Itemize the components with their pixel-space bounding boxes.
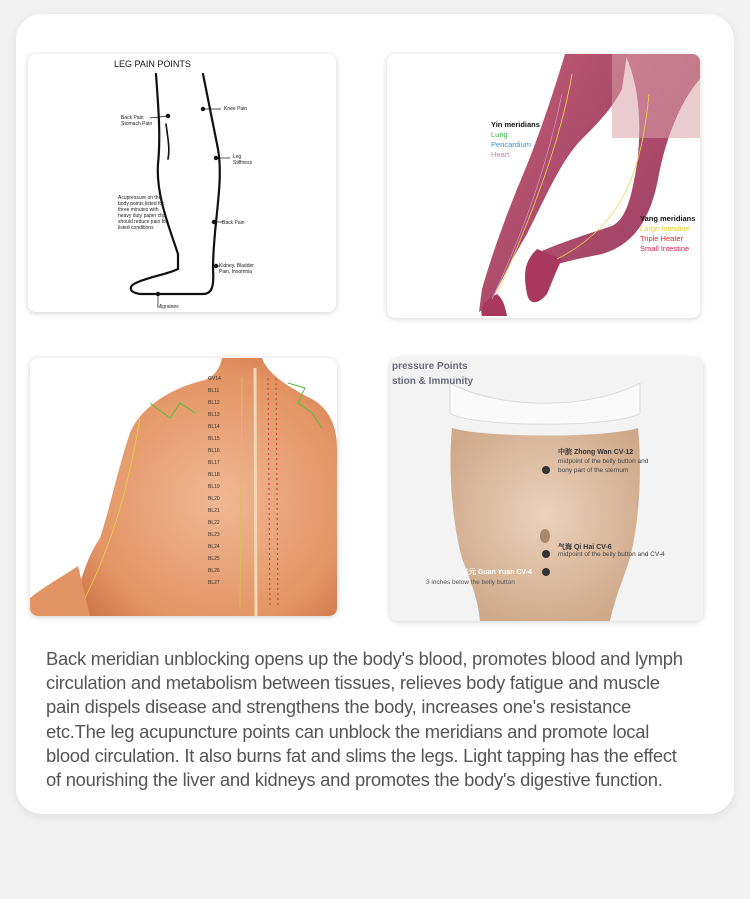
back-point-label: BL27	[208, 580, 220, 586]
label-acupressure-note: Acupressure on the body points listed for three minutes with heavy duty paper clip should reduce pain for listed conditions	[118, 195, 168, 231]
back-point-label: BL23	[208, 532, 220, 538]
description-text: Back meridian unblocking opens up the body's blood, promotes blood and lymph circulation and metabolism between tissues, relieves body fatigue and muscle pain dispels disease and strengthens the body, increases one's resistance etc.The leg acupuncture points can unblock the meridians and promote local blood circulation. It also burns fat and slims the legs. Light tapping has the effect of nourishing the liver and kidneys and promotes the body's digestive function.	[46, 648, 683, 791]
point-guan-yuan-desc: 3 inches below the belly button	[426, 579, 515, 586]
leg-diagram	[28, 54, 336, 312]
back-point-label: BL12	[208, 400, 220, 406]
point-zhong-wan-name: 中脘 Zhong Wan CV-12	[558, 449, 634, 456]
back-point-label: BL11	[208, 388, 220, 394]
back-point-label: BL14	[208, 424, 220, 430]
belly-acupressure-panel	[390, 358, 703, 621]
point-zhong-wan-desc2: bony part of the sternum	[558, 467, 629, 474]
leg-pain-points-panel	[28, 54, 336, 312]
back-point-label: BL19	[208, 484, 220, 490]
back-point-label: BL22	[208, 520, 220, 526]
label-back-stomach-pain: Back Pain Stomach Pain	[121, 115, 153, 127]
back-point-label: BL26	[208, 568, 220, 574]
back-illustration	[30, 358, 337, 616]
yang-large-intestine-label: Large Intestine	[640, 224, 690, 233]
back-meridians-panel	[30, 358, 337, 616]
back-point-label: BL15	[208, 436, 220, 442]
yang-small-intestine-label: Small Intestine	[640, 244, 690, 253]
yang-meridians-title: Yang meridians	[640, 214, 696, 223]
point-qi-hai-name: 气海 Qi Hai CV-6	[558, 544, 612, 551]
label-knee-pain: Knee Pain	[224, 106, 248, 112]
point-guan-yuan-name: 关元 Guan Yuan CV-4	[462, 569, 532, 576]
leg-title: LEG PAIN POINTS	[114, 59, 191, 69]
belly-header-line1: pressure Points	[392, 361, 468, 372]
back-point-label: BL18	[208, 472, 220, 478]
yin-pericardium-label: Pericardium	[491, 140, 532, 149]
label-kidney-bladder: Kidney, Bladder Pain, Insomnia	[219, 263, 254, 275]
back-point-label: BL17	[208, 460, 220, 466]
back-point-label: BL16	[208, 448, 220, 454]
point-qi-hai-desc: midpoint of the belly button and CV-4	[558, 551, 665, 558]
back-point-label: BL25	[208, 556, 220, 562]
back-point-label: GV14	[208, 376, 221, 382]
label-migraines: Migraines	[157, 304, 179, 310]
label-leg-stiffness: Leg Stiffness	[233, 154, 253, 166]
back-point-label: BL24	[208, 544, 220, 550]
back-point-label: BL20	[208, 496, 220, 502]
yin-lung-label: Lung	[491, 130, 508, 139]
yang-triple-heater-label: Triple Heater	[640, 234, 684, 243]
label-back-pain: Back Pain	[222, 220, 245, 226]
belly-header-line2: stion & Immunity	[392, 376, 474, 387]
point-zhong-wan-desc1: midpoint of the belly button and	[558, 458, 649, 465]
yin-meridians-title: Yin meridians	[491, 120, 540, 129]
yin-heart-label: Heart	[491, 150, 510, 159]
back-point-labels	[208, 376, 248, 592]
back-point-label: BL21	[208, 508, 220, 514]
back-point-label: BL13	[208, 412, 220, 418]
arm-meridians-panel	[387, 54, 700, 318]
arm-illustration	[387, 54, 700, 318]
